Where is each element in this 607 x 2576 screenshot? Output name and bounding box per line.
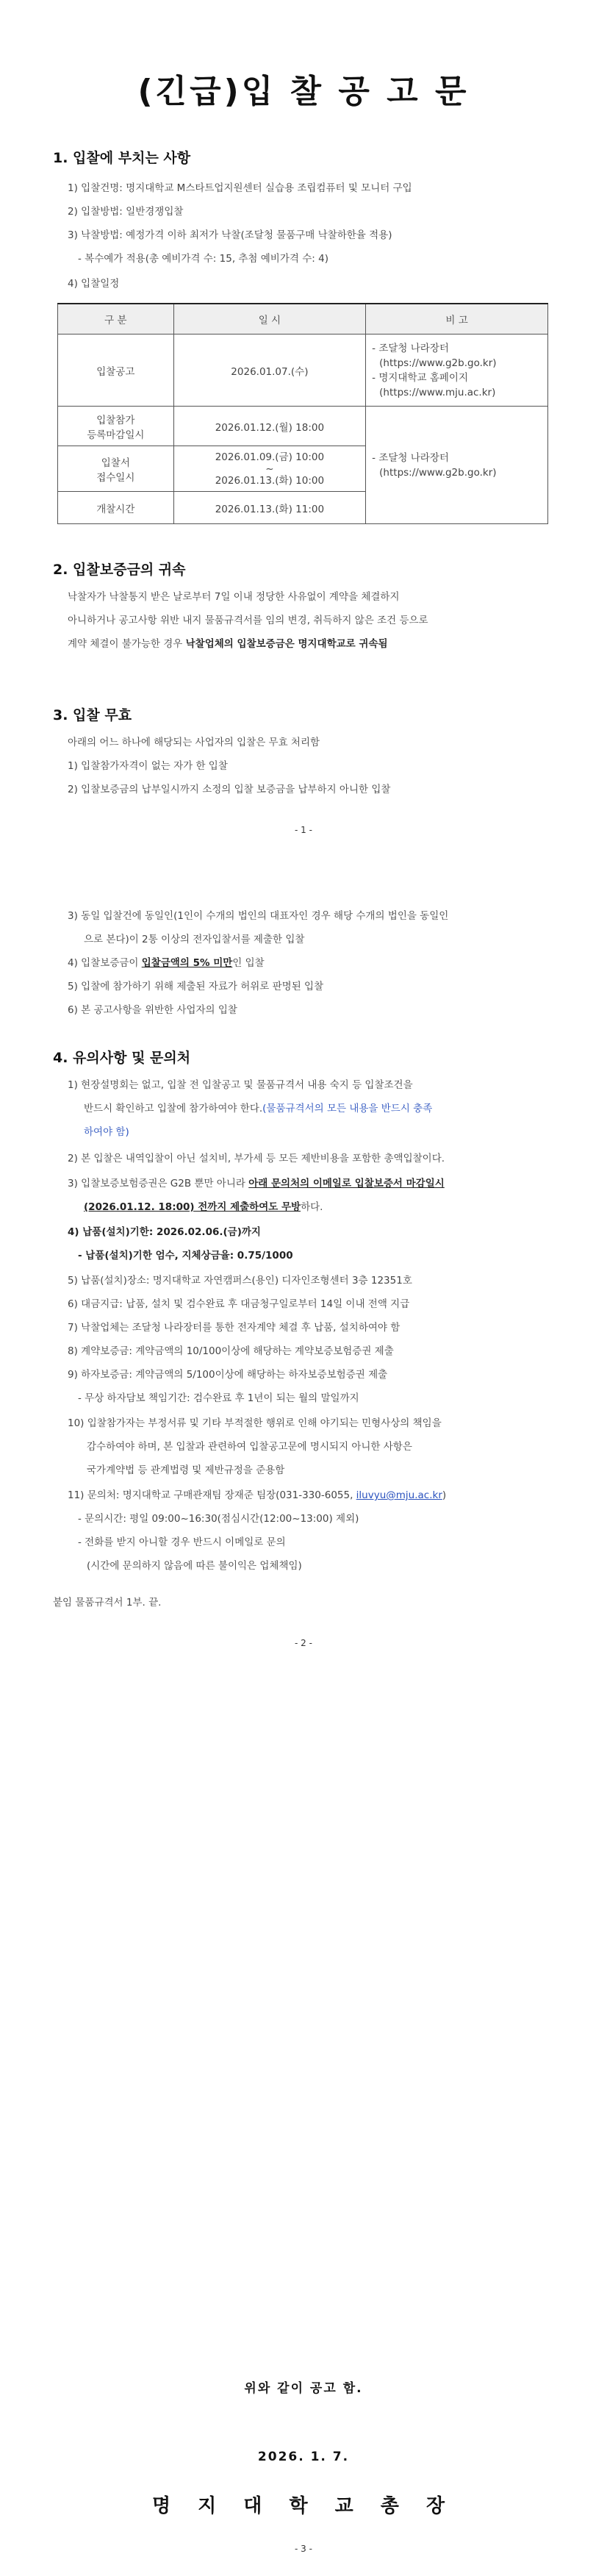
schedule-row2-date: 2026.01.12.(월) 18:00	[173, 407, 366, 446]
schedule-row2-label-line2: 등록마감일시	[87, 429, 145, 441]
attachment-note: 붙임 물품규격서 1부. 끝.	[53, 1597, 162, 1609]
schedule-row3-date	[173, 446, 366, 492]
section2-line3-bold: 낙찰업체의 입찰보증금은 명지대학교로 귀속됨	[185, 638, 388, 650]
section4-item10-b: 감수하여야 하며, 본 입찰과 관련하여 입찰공고문에 명시되지 아니한 사항은	[87, 1441, 412, 1453]
closing-date: 2026. 1. 7.	[257, 2450, 350, 2464]
section4-item6: 6) 대금지급: 납품, 설치 및 검수완료 후 대금청구일로부터 14일 이내 전액 지급	[68, 1298, 410, 1310]
section4-heading: 4. 유의사항 및 문의처	[53, 1050, 191, 1066]
schedule-row3-tilde: ~	[265, 462, 274, 475]
page-number-1: - 1 -	[295, 825, 312, 835]
section4-item11-sub2: - 전화를 받지 아니할 경우 반드시 이메일로 문의	[78, 1536, 286, 1548]
section4-item4: 4) 납품(설치)기한: 2026.02.06.(금)까지	[68, 1226, 261, 1238]
schedule-header-datetime: 일 시	[173, 304, 366, 334]
section4-item3-a	[68, 1175, 445, 1189]
section4-item8: 8) 계약보증금: 계약금액의 10/100이상에 해당하는 계약보증보험증권 제출	[68, 1345, 394, 1357]
schedule-row-announcement	[58, 334, 548, 407]
schedule-row3-label-line1: 입찰서	[101, 457, 130, 469]
section4-item3-b-underlined: (2026.01.12. 18:00) 전까지 제출하여도 무방	[84, 1201, 301, 1213]
section4-item1-c: 하여야 함)	[84, 1126, 129, 1138]
section4-item1-b	[84, 1100, 432, 1115]
schedule-row3-label	[58, 446, 174, 492]
section3-item4-underlined: 입찰금액의 5% 미만	[141, 957, 233, 969]
schedule-row1-note	[366, 334, 548, 407]
section4-item11-sub1: - 문의시간: 평일 09:00~16:30(점심시간(12:00~13:00) 제외)	[78, 1513, 359, 1525]
section3-item3-b: 으로 본다)이 2통 이상의 전자입찰서를 제출한 입찰	[84, 934, 305, 945]
section4-item9-sub: - 무상 하자담보 책임기간: 검수완료 후 1년이 되는 월의 말일까지	[78, 1392, 359, 1404]
section2-heading: 2. 입찰보증금의 귀속	[53, 562, 186, 578]
schedule-row2-label-line1: 입찰참가	[96, 414, 135, 426]
page-title: (긴급)입 찰 공 고 문	[137, 73, 470, 110]
merged-note-label: - 조달청 나라장터	[372, 451, 449, 464]
page-number-2: - 2 -	[295, 1638, 312, 1648]
section4-item1-a: 1) 현장설명회는 없고, 입찰 전 입찰공고 및 물품규격서 내용 숙지 등 입찰조건을	[68, 1079, 413, 1091]
section2-line3-text: 계약 체결이 불가능한 경우	[68, 638, 186, 650]
section3-item6: 6) 본 공고사항을 위반한 사업자의 입찰	[68, 1004, 237, 1016]
section4-item10-a: 10) 입찰참가자는 부정서류 및 기타 부적절한 행위로 인해 야기되는 민형사상의 책임을	[68, 1417, 442, 1429]
section4-item2: 2) 본 입찰은 내역입찰이 아닌 설치비, 부가세 등 모든 제반비용을 포함한 총액입찰이다.	[68, 1153, 445, 1164]
note-g2b-url: (https://www.g2b.go.kr)	[379, 357, 497, 369]
section4-item10-c: 국가계약법 등 관계법령 및 제반규정을 준용함	[87, 1464, 285, 1476]
section4-item3-b	[84, 1198, 323, 1213]
page-number-3: - 3 -	[295, 2544, 312, 2554]
merged-note-url: (https://www.g2b.go.kr)	[379, 466, 497, 479]
section3-intro: 아래의 어느 하나에 해당되는 사업자의 입찰은 무효 처리함	[68, 737, 320, 748]
schedule-row3-start: 2026.01.09.(금) 10:00	[215, 451, 325, 463]
section1-heading: 1. 입찰에 부치는 사항	[53, 150, 191, 166]
schedule-row-registration	[58, 407, 548, 446]
note-mju-label: - 명지대학교 홈페이지	[372, 371, 468, 384]
schedule-header-category: 구 분	[58, 304, 174, 334]
section4-item3-pre: 3) 입찰보증보험증권은 G2B 뿐만 아니라	[68, 1178, 249, 1189]
schedule-row1-date: 2026.01.07.(수)	[173, 334, 366, 407]
section1-item2: 2) 입찰방법: 일반경쟁입찰	[68, 206, 184, 218]
section4-item3-underlined: 아래 문의처의 이메일로 입찰보증서 마감일시	[248, 1178, 445, 1189]
schedule-merged-note	[366, 407, 548, 524]
section1-item4: 4) 입찰일정	[68, 278, 120, 290]
section4-item11	[68, 1486, 446, 1501]
section3-item4	[68, 954, 265, 969]
section4-item1-b-text: 반드시 확인하고 입찰에 참가하여야 한다.	[84, 1103, 263, 1115]
contact-email-link[interactable]: iluvyu@mju.ac.kr	[356, 1489, 442, 1501]
section4-item4-sub: - 납품(설치)기한 엄수, 지체상금율: 0.75/1000	[78, 1250, 293, 1262]
section4-item5: 5) 납품(설치)장소: 명지대학교 자연캠퍼스(용인) 디자인조형센터 3층 12351호	[68, 1275, 412, 1287]
section3-item4-post: 인 입찰	[232, 957, 265, 969]
section4-item7: 7) 낙찰업체는 조달청 나라장터를 통한 전자계약 체결 후 납품, 설치하여야 함	[68, 1322, 401, 1334]
section2-line2: 아니하거나 공고사항 위반 내지 물품규격서를 임의 변경, 취득하지 않은 조건 등으로	[68, 615, 428, 626]
schedule-row4-label: 개찰시간	[58, 492, 174, 524]
closing-signer: 명 지 대 학 교 총 장	[151, 2495, 456, 2517]
section2-line3	[68, 632, 560, 656]
section4-item11-sub3: (시간에 문의하지 않음에 따른 불이익은 업체책임)	[87, 1560, 302, 1572]
section2-line1: 낙찰자가 낙찰통지 받은 날로부터 7일 이내 정당한 사유없이 계약을 체결하지	[68, 591, 400, 603]
note-g2b-label: - 조달청 나라장터	[372, 342, 449, 354]
schedule-row4-date: 2026.01.13.(화) 11:00	[173, 492, 366, 524]
schedule-row3-end: 2026.01.13.(화) 10:00	[215, 474, 325, 487]
section4-item3-b-post: 하다.	[301, 1201, 323, 1213]
schedule-row3-label-line2: 접수일시	[96, 471, 135, 484]
closing-statement: 위와 같이 공고 함.	[244, 2381, 363, 2396]
note-mju-url: (https://www.mju.ac.kr)	[379, 386, 496, 398]
section4-item11-post: )	[442, 1489, 447, 1501]
schedule-header-row	[58, 304, 548, 334]
section1-item1: 1) 입찰건명: 명지대학교 M스타트업지원센터 실습용 조립컴퓨터 및 모니터 구입	[68, 182, 412, 194]
schedule-row2-label	[58, 407, 174, 446]
schedule-table	[57, 303, 548, 524]
section3-item2: 2) 입찰보증금의 납부일시까지 소정의 입찰 보증금을 납부하지 아니한 입찰	[68, 784, 391, 795]
section3-heading: 3. 입찰 무효	[53, 707, 132, 723]
section4-item9: 9) 하자보증금: 계약금액의 5/100이상에 해당하는 하자보증보험증권 제출	[68, 1369, 388, 1381]
section4-item11-text: 11) 문의처: 명지대학교 구매관재팀 장재준 팀장(031-330-6055,	[68, 1489, 356, 1501]
section1-item3-sub: - 복수예가 적용(총 예비가격 수: 15, 추첨 예비가격 수: 4)	[78, 253, 328, 265]
section3-item5: 5) 입찰에 참가하기 위해 제출된 자료가 허위로 판명된 입찰	[68, 981, 324, 992]
section3-item1: 1) 입찰참가자격이 없는 자가 한 입찰	[68, 760, 228, 772]
section4-item1-b-blue: (물품규격서의 모든 내용을 반드시 충족	[262, 1103, 433, 1115]
section3-item3-a: 3) 동일 입찰건에 동일인(1인이 수개의 법인의 대표자인 경우 해당 수개의 법인을 동일인	[68, 910, 449, 922]
section1-item3: 3) 낙찰방법: 예정가격 이하 최저가 낙찰(조달청 물품구매 낙찰하한율 적용)	[68, 229, 392, 241]
section3-item4-pre: 4) 입찰보증금이	[68, 957, 142, 969]
schedule-row1-label: 입찰공고	[58, 334, 174, 407]
section2-body	[68, 585, 560, 656]
schedule-header-remarks: 비 고	[366, 304, 548, 334]
